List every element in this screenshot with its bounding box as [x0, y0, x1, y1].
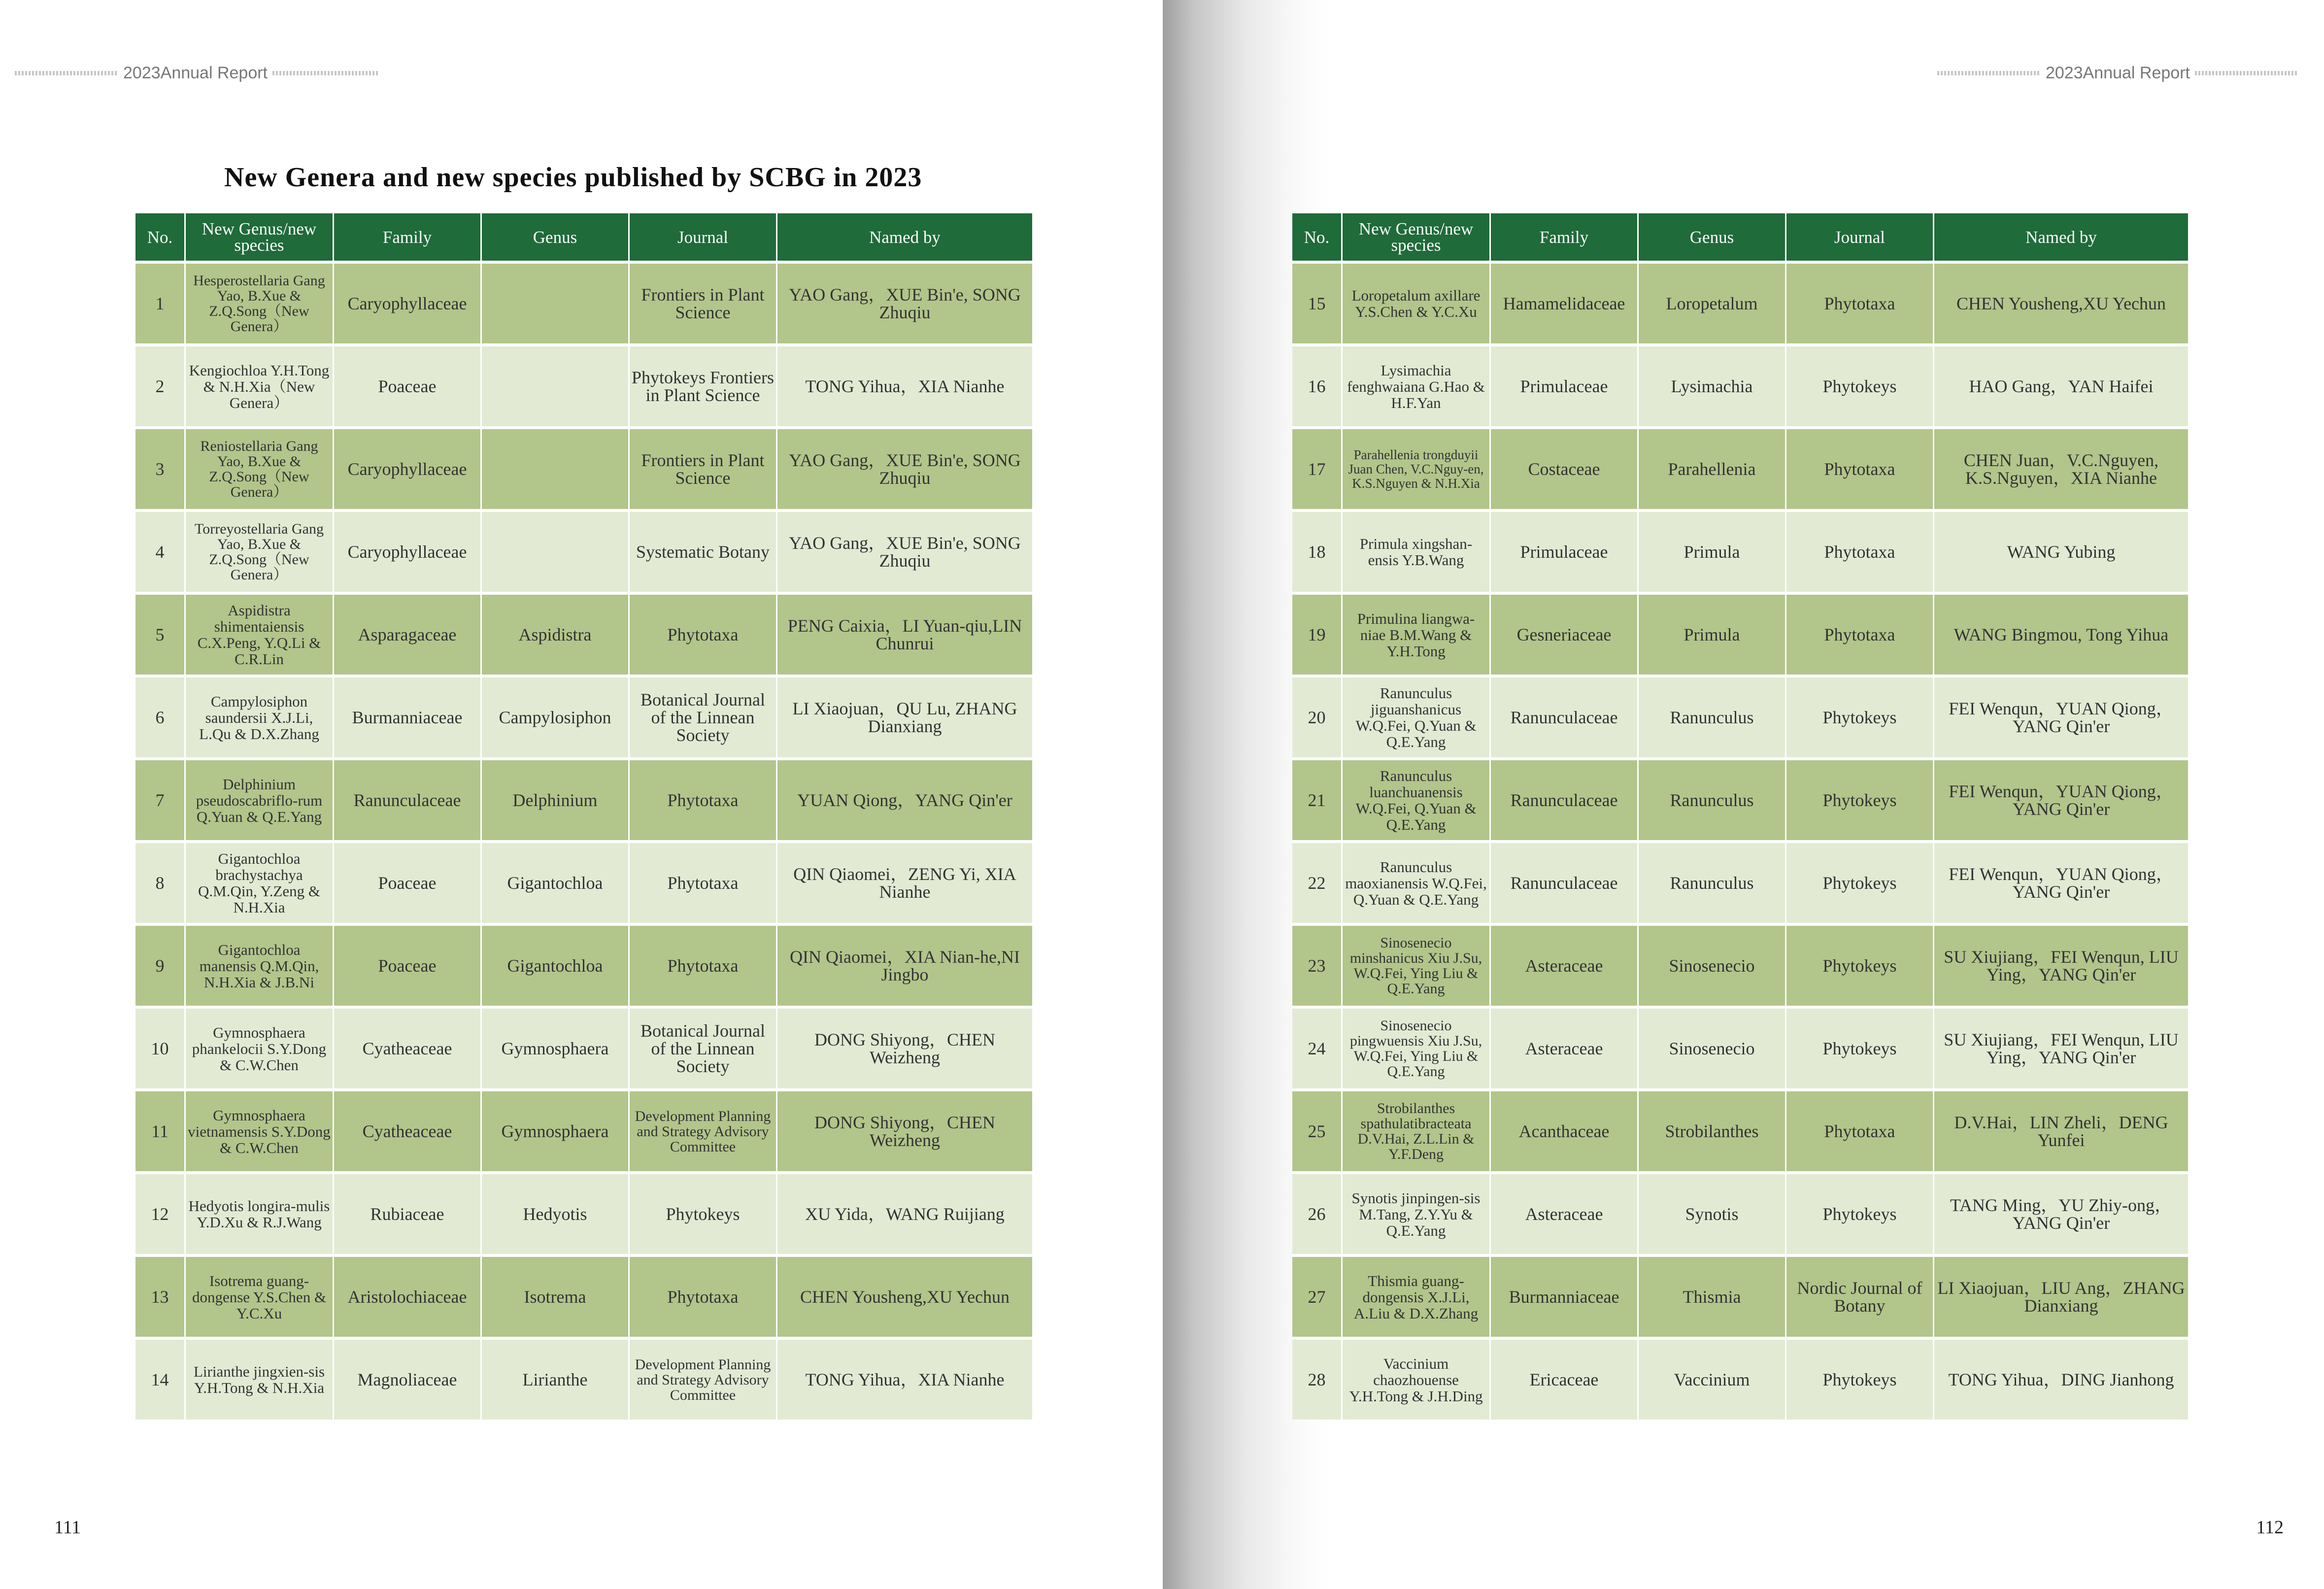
family-cell: Asparagaceae — [334, 592, 482, 675]
no-cell: 22 — [1292, 840, 1343, 923]
no-cell: 26 — [1292, 1171, 1343, 1254]
genus-cell: Hedyotis — [482, 1171, 630, 1254]
genus-cell: Aspidistra — [482, 592, 630, 675]
column-header: New Genus/new species — [1343, 213, 1491, 261]
journal-cell: Development Planning and Strategy Advisory Committee — [630, 1088, 777, 1171]
dotted-rule — [272, 71, 378, 75]
named-by-cell: TONG Yihua，XIA Nianhe — [777, 1337, 1034, 1420]
genus-cell: Ranunculus — [1639, 757, 1786, 840]
genus-cell: Sinosenecio — [1639, 923, 1786, 1006]
table-row — [1292, 509, 2189, 592]
table-title: New Genera and new species published by SCBG in 2023 — [224, 162, 922, 193]
column-header: No. — [135, 213, 186, 261]
named-by-cell: TANG Ming，YU Zhiy-ong，YANG Qin'er — [1934, 1171, 2189, 1254]
journal-cell: Phytotaxa — [630, 1254, 777, 1337]
species-cell: Thismia guang-dongensis X.J.Li, A.Liu & D.X.Zhang — [1343, 1254, 1491, 1337]
species-cell: Lirianthe jingxien-sis Y.H.Tong & N.H.Xia — [186, 1337, 334, 1420]
named-by-cell: CHEN Yousheng,XU Yechun — [1934, 261, 2189, 343]
no-cell: 2 — [135, 343, 186, 426]
no-cell: 19 — [1292, 592, 1343, 675]
running-title: 2023Annual Report — [2045, 63, 2190, 82]
family-cell: Primulaceae — [1491, 509, 1639, 592]
named-by-cell: CHEN Yousheng,XU Yechun — [777, 1254, 1034, 1337]
genus-cell: Gymnosphaera — [482, 1006, 630, 1088]
column-header: Family — [1491, 213, 1639, 261]
table-row — [1292, 675, 2189, 757]
page-number: 111 — [54, 1517, 81, 1538]
named-by-cell: FEI Wenqun，YUAN Qiong，YANG Qin'er — [1934, 840, 2189, 923]
table-row — [135, 426, 1034, 509]
table-row — [135, 509, 1034, 592]
no-cell: 14 — [135, 1337, 186, 1420]
species-cell: Gymnosphaera phankelocii S.Y.Dong & C.W.Chen — [186, 1006, 334, 1088]
family-cell: Poaceae — [334, 923, 482, 1006]
named-by-cell: D.V.Hai，LIN Zheli，DENG Yunfei — [1934, 1088, 2189, 1171]
genus-cell: Sinosenecio — [1639, 1006, 1786, 1088]
no-cell: 28 — [1292, 1337, 1343, 1420]
dotted-rule — [15, 71, 118, 75]
no-cell: 20 — [1292, 675, 1343, 757]
named-by-cell: WANG Bingmou, Tong Yihua — [1934, 592, 2189, 675]
journal-cell: Phytokeys — [1786, 923, 1934, 1006]
named-by-cell: HAO Gang，YAN Haifei — [1934, 343, 2189, 426]
journal-cell: Botanical Journal of the Linnean Society — [630, 675, 777, 757]
no-cell: 4 — [135, 509, 186, 592]
table-row — [1292, 1171, 2189, 1254]
family-cell: Acanthaceae — [1491, 1088, 1639, 1171]
journal-cell: Phytotaxa — [1786, 261, 1934, 343]
no-cell: 23 — [1292, 923, 1343, 1006]
family-cell: Gesneriaceae — [1491, 592, 1639, 675]
genus-cell — [482, 509, 630, 592]
table-row — [135, 1006, 1034, 1088]
genus-cell: Strobilanthes — [1639, 1088, 1786, 1171]
genus-cell: Campylosiphon — [482, 675, 630, 757]
no-cell: 13 — [135, 1254, 186, 1337]
named-by-cell: FEI Wenqun，YUAN Qiong，YANG Qin'er — [1934, 675, 2189, 757]
running-head — [1937, 59, 2298, 87]
journal-cell: Botanical Journal of the Linnean Society — [630, 1006, 777, 1088]
table-row — [1292, 592, 2189, 675]
no-cell: 11 — [135, 1088, 186, 1171]
no-cell: 7 — [135, 757, 186, 840]
genus-cell: Loropetalum — [1639, 261, 1786, 343]
family-cell: Cyatheaceae — [334, 1088, 482, 1171]
table-row — [1292, 1006, 2189, 1088]
table-row — [1292, 923, 2189, 1006]
table-row — [135, 1088, 1034, 1171]
species-cell: Reniostellaria Gang Yao, B.Xue & Z.Q.Song（New Genera） — [186, 426, 334, 509]
named-by-cell: TONG Yihua，DING Jianhong — [1934, 1337, 2189, 1420]
journal-cell: Phytotaxa — [1786, 592, 1934, 675]
table-row — [135, 261, 1034, 343]
family-cell: Asteraceae — [1491, 923, 1639, 1006]
no-cell: 27 — [1292, 1254, 1343, 1337]
journal-cell: Phytotaxa — [1786, 426, 1934, 509]
family-cell: Ranunculaceae — [1491, 675, 1639, 757]
journal-cell: Phytokeys — [1786, 1006, 1934, 1088]
species-cell: Gymnosphaera vietnamensis S.Y.Dong & C.W.Chen — [186, 1088, 334, 1171]
species-cell: Campylosiphon saundersii X.J.Li, L.Qu & D.X.Zhang — [186, 675, 334, 757]
named-by-cell: PENG Caixia，LI Yuan-qiu,LIN Chunrui — [777, 592, 1034, 675]
named-by-cell: YUAN Qiong，YANG Qin'er — [777, 757, 1034, 840]
family-cell: Ranunculaceae — [1491, 840, 1639, 923]
no-cell: 25 — [1292, 1088, 1343, 1171]
table-row — [135, 757, 1034, 840]
journal-cell: Nordic Journal of Botany — [1786, 1254, 1934, 1337]
species-cell: Sinosenecio minshanicus Xiu J.Su, W.Q.Fei, Ying Liu & Q.E.Yang — [1343, 923, 1491, 1006]
family-cell: Poaceae — [334, 840, 482, 923]
species-cell: Hedyotis longira-mulis Y.D.Xu & R.J.Wang — [186, 1171, 334, 1254]
table-row — [1292, 261, 2189, 343]
species-cell: Primula xingshan-ensis Y.B.Wang — [1343, 509, 1491, 592]
column-header: New Genus/new species — [186, 213, 334, 261]
right-page — [1163, 0, 2324, 1589]
genus-cell: Parahellenia — [1639, 426, 1786, 509]
column-header: Genus — [1639, 213, 1786, 261]
named-by-cell: XU Yida，WANG Ruijiang — [777, 1171, 1034, 1254]
table-row — [135, 840, 1034, 923]
dotted-rule — [1937, 71, 2041, 75]
family-cell: Costaceae — [1491, 426, 1639, 509]
table-row — [135, 1337, 1034, 1420]
genus-cell: Gigantochloa — [482, 840, 630, 923]
journal-cell: Frontiers in Plant Science — [630, 426, 777, 509]
genus-cell: Primula — [1639, 592, 1786, 675]
journal-cell: Phytokeys Frontiers in Plant Science — [630, 343, 777, 426]
species-cell: Sinosenecio pingwuensis Xiu J.Su, W.Q.Fei, Ying Liu & Q.E.Yang — [1343, 1006, 1491, 1088]
column-header: Named by — [777, 213, 1034, 261]
genus-cell: Vaccinium — [1639, 1337, 1786, 1420]
no-cell: 16 — [1292, 343, 1343, 426]
table-row — [1292, 1254, 2189, 1337]
family-cell: Magnoliaceae — [334, 1337, 482, 1420]
species-table — [135, 213, 1034, 1420]
species-cell: Gigantochloa manensis Q.M.Qin, N.H.Xia & J.B.Ni — [186, 923, 334, 1006]
journal-cell: Phytotaxa — [1786, 1088, 1934, 1171]
table-row — [1292, 426, 2189, 509]
table-row — [1292, 840, 2189, 923]
family-cell: Ericaceae — [1491, 1337, 1639, 1420]
no-cell: 5 — [135, 592, 186, 675]
table-body — [1292, 261, 2189, 1420]
named-by-cell: LI Xiaojuan，QU Lu, ZHANG Dianxiang — [777, 675, 1034, 757]
family-cell: Cyatheaceae — [334, 1006, 482, 1088]
species-cell: Torreyostellaria Gang Yao, B.Xue & Z.Q.Song（New Genera） — [186, 509, 334, 592]
genus-cell: Gigantochloa — [482, 923, 630, 1006]
species-cell: Gigantochloa brachystachya Q.M.Qin, Y.Zeng & N.H.Xia — [186, 840, 334, 923]
species-cell: Aspidistra shimentaiensis C.X.Peng, Y.Q.Li & C.R.Lin — [186, 592, 334, 675]
journal-cell: Phytokeys — [1786, 675, 1934, 757]
genus-cell: Synotis — [1639, 1171, 1786, 1254]
species-cell: Vaccinium chaozhouense Y.H.Tong & J.H.Ding — [1343, 1337, 1491, 1420]
species-cell: Lysimachia fenghwaiana G.Hao & H.F.Yan — [1343, 343, 1491, 426]
species-cell: Ranunculus luanchuanensis W.Q.Fei, Q.Yuan & Q.E.Yang — [1343, 757, 1491, 840]
journal-cell: Phytokeys — [1786, 1337, 1934, 1420]
table-row — [1292, 757, 2189, 840]
family-cell: Caryophyllaceae — [334, 509, 482, 592]
named-by-cell: SU Xiujiang，FEI Wenqun, LIU Ying，YANG Qin'er — [1934, 923, 2189, 1006]
journal-cell: Development Planning and Strategy Advisory Committee — [630, 1337, 777, 1420]
named-by-cell: WANG Yubing — [1934, 509, 2189, 592]
journal-cell: Phytokeys — [1786, 343, 1934, 426]
species-cell: Kengiochloa Y.H.Tong & N.H.Xia（New Genera） — [186, 343, 334, 426]
table-row — [135, 675, 1034, 757]
species-cell: Ranunculus jiguanshanicus W.Q.Fei, Q.Yuan & Q.E.Yang — [1343, 675, 1491, 757]
species-cell: Strobilanthes spathulatibracteata D.V.Hai, Z.L.Lin & Y.F.Deng — [1343, 1088, 1491, 1171]
table-row — [1292, 343, 2189, 426]
table-header-row — [1292, 213, 2189, 261]
journal-cell: Systematic Botany — [630, 509, 777, 592]
no-cell: 1 — [135, 261, 186, 343]
named-by-cell: LI Xiaojuan，LIU Ang，ZHANG Dianxiang — [1934, 1254, 2189, 1337]
species-cell: Parahellenia trongduyii Juan Chen, V.C.Nguy-en, K.S.Nguyen & N.H.Xia — [1343, 426, 1491, 509]
named-by-cell: FEI Wenqun，YUAN Qiong，YANG Qin'er — [1934, 757, 2189, 840]
table-row — [1292, 1088, 2189, 1171]
no-cell: 15 — [1292, 261, 1343, 343]
family-cell: Caryophyllaceae — [334, 426, 482, 509]
family-cell: Poaceae — [334, 343, 482, 426]
dotted-rule — [2195, 71, 2298, 75]
genus-cell — [482, 426, 630, 509]
genus-cell: Ranunculus — [1639, 675, 1786, 757]
journal-cell: Phytokeys — [1786, 757, 1934, 840]
species-cell: Hesperostellaria Gang Yao, B.Xue & Z.Q.Song（New Genera） — [186, 261, 334, 343]
no-cell: 9 — [135, 923, 186, 1006]
column-header: Journal — [1786, 213, 1934, 261]
species-cell: Ranunculus maoxianensis W.Q.Fei, Q.Yuan & Q.E.Yang — [1343, 840, 1491, 923]
journal-cell: Phytokeys — [1786, 1171, 1934, 1254]
table-row — [135, 923, 1034, 1006]
named-by-cell: DONG Shiyong，CHEN Weizheng — [777, 1006, 1034, 1088]
no-cell: 21 — [1292, 757, 1343, 840]
species-table — [1292, 213, 2189, 1420]
page-number: 112 — [2256, 1517, 2284, 1538]
table-body — [135, 261, 1034, 1420]
species-cell: Primulina liangwa-niae B.M.Wang & Y.H.Tong — [1343, 592, 1491, 675]
journal-cell: Phytotaxa — [630, 923, 777, 1006]
genus-cell: Primula — [1639, 509, 1786, 592]
table-row — [135, 592, 1034, 675]
column-header: Journal — [630, 213, 777, 261]
genus-cell: Delphinium — [482, 757, 630, 840]
species-cell: Synotis jinpingen-sis M.Tang, Z.Y.Yu & Q.E.Yang — [1343, 1171, 1491, 1254]
family-cell: Asteraceae — [1491, 1006, 1639, 1088]
genus-cell: Isotrema — [482, 1254, 630, 1337]
named-by-cell: DONG Shiyong，CHEN Weizheng — [777, 1088, 1034, 1171]
table-row — [135, 1254, 1034, 1337]
named-by-cell: YAO Gang，XUE Bin'e, SONG Zhuqiu — [777, 509, 1034, 592]
named-by-cell: QIN Qiaomei，ZENG Yi, XIA Nianhe — [777, 840, 1034, 923]
table-row — [135, 1171, 1034, 1254]
journal-cell: Phytokeys — [630, 1171, 777, 1254]
family-cell: Asteraceae — [1491, 1171, 1639, 1254]
family-cell: Aristolochiaceae — [334, 1254, 482, 1337]
family-cell: Burmanniaceae — [1491, 1254, 1639, 1337]
journal-cell: Phytotaxa — [630, 592, 777, 675]
column-header: Genus — [482, 213, 630, 261]
journal-cell: Phytotaxa — [630, 840, 777, 923]
no-cell: 24 — [1292, 1006, 1343, 1088]
journal-cell: Frontiers in Plant Science — [630, 261, 777, 343]
column-header: No. — [1292, 213, 1343, 261]
species-cell: Isotrema guang-dongense Y.S.Chen & Y.C.Xu — [186, 1254, 334, 1337]
journal-cell: Phytotaxa — [630, 757, 777, 840]
genus-cell — [482, 261, 630, 343]
named-by-cell: YAO Gang，XUE Bin'e, SONG Zhuqiu — [777, 261, 1034, 343]
no-cell: 6 — [135, 675, 186, 757]
no-cell: 8 — [135, 840, 186, 923]
no-cell: 3 — [135, 426, 186, 509]
no-cell: 12 — [135, 1171, 186, 1254]
family-cell: Ranunculaceae — [334, 757, 482, 840]
family-cell: Burmanniaceae — [334, 675, 482, 757]
named-by-cell: YAO Gang，XUE Bin'e, SONG Zhuqiu — [777, 426, 1034, 509]
genus-cell: Ranunculus — [1639, 840, 1786, 923]
table-row — [1292, 1337, 2189, 1420]
running-title: 2023Annual Report — [123, 63, 268, 82]
family-cell: Primulaceae — [1491, 343, 1639, 426]
no-cell: 10 — [135, 1006, 186, 1088]
species-cell: Delphinium pseudoscabriflo-rum Q.Yuan & Q.E.Yang — [186, 757, 334, 840]
family-cell: Ranunculaceae — [1491, 757, 1639, 840]
journal-cell: Phytokeys — [1786, 840, 1934, 923]
genus-cell: Thismia — [1639, 1254, 1786, 1337]
named-by-cell: TONG Yihua，XIA Nianhe — [777, 343, 1034, 426]
no-cell: 18 — [1292, 509, 1343, 592]
journal-cell: Phytotaxa — [1786, 509, 1934, 592]
family-cell: Hamamelidaceae — [1491, 261, 1639, 343]
table-header-row — [135, 213, 1034, 261]
named-by-cell: QIN Qiaomei，XIA Nian-he,NI Jingbo — [777, 923, 1034, 1006]
family-cell: Caryophyllaceae — [334, 261, 482, 343]
genus-cell: Lysimachia — [1639, 343, 1786, 426]
genus-cell: Gymnosphaera — [482, 1088, 630, 1171]
column-header: Family — [334, 213, 482, 261]
no-cell: 17 — [1292, 426, 1343, 509]
running-head — [15, 59, 378, 87]
genus-cell: Lirianthe — [482, 1337, 630, 1420]
species-cell: Loropetalum axillare Y.S.Chen & Y.C.Xu — [1343, 261, 1491, 343]
named-by-cell: SU Xiujiang，FEI Wenqun, LIU Ying，YANG Qin'er — [1934, 1006, 2189, 1088]
column-header: Named by — [1934, 213, 2189, 261]
table-row — [135, 343, 1034, 426]
genus-cell — [482, 343, 630, 426]
family-cell: Rubiaceae — [334, 1171, 482, 1254]
named-by-cell: CHEN Juan，V.C.Nguyen, K.S.Nguyen，XIA Nianhe — [1934, 426, 2189, 509]
